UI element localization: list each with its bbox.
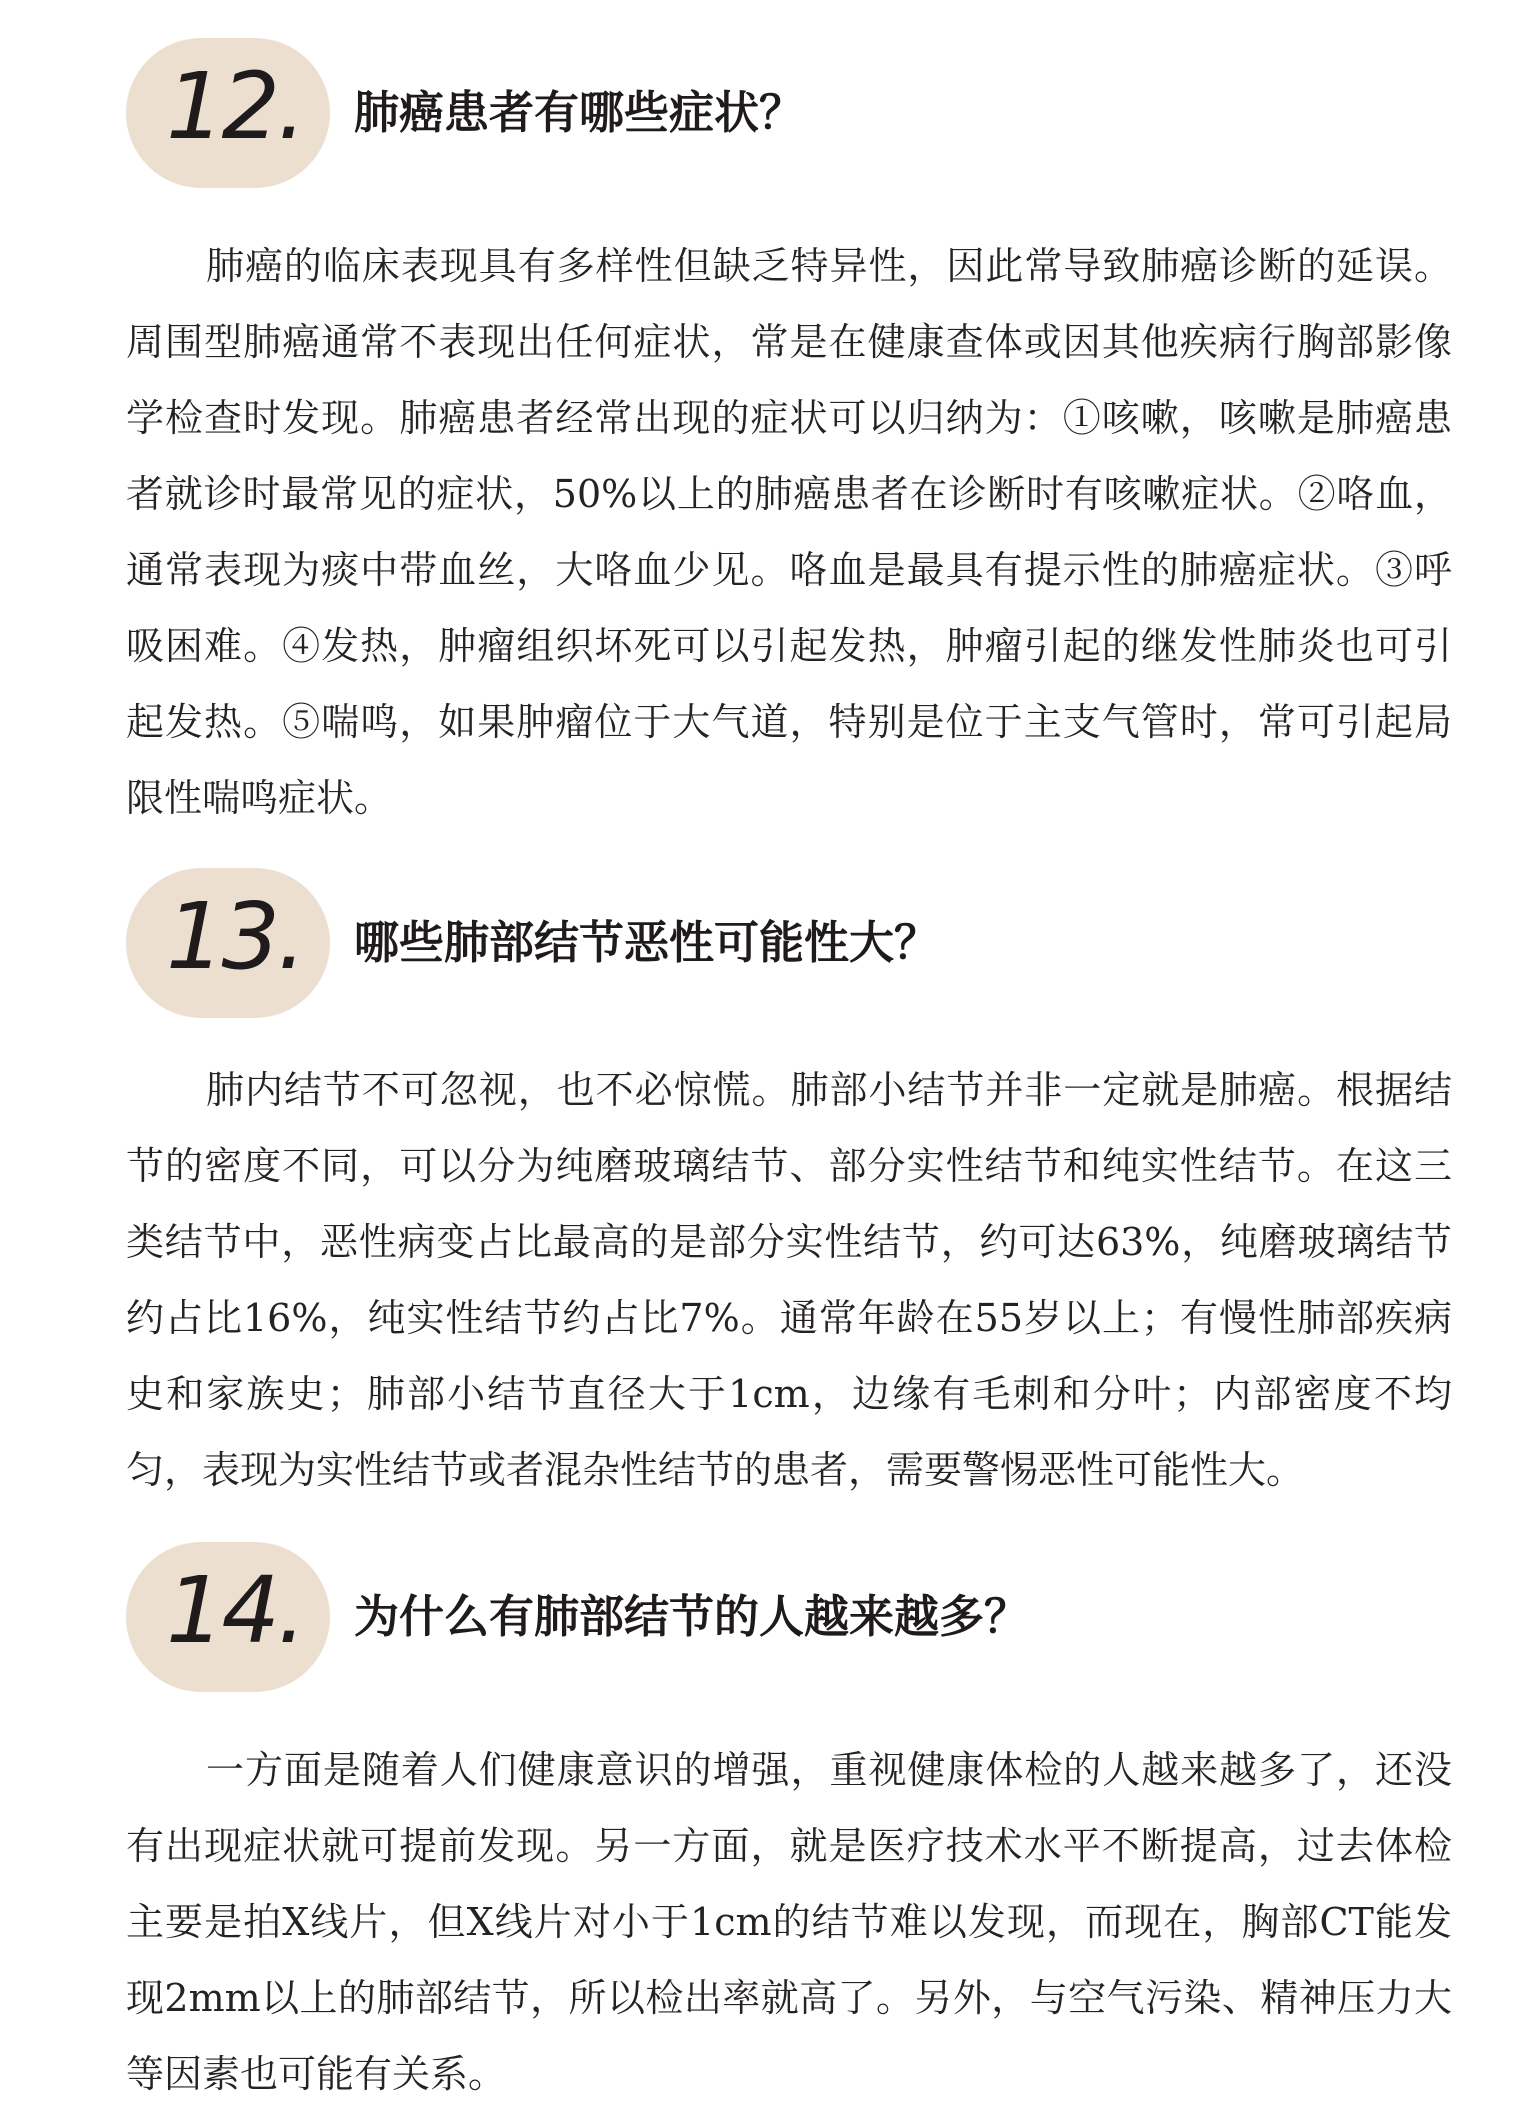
answer-paragraph: 肺癌的临床表现具有多样性但缺乏特异性，因此常导致肺癌诊断的延误。周围型肺癌通常不表现出任何症状，常是在健康查体或因其他疾病行胸部影像学检查时发现。肺癌患者经常出现的症状可以归纳为：①咳嗽，咳嗽是肺癌患者就诊时最常见的症状，50%以上的肺癌患者在诊断时有咳嗽症状。②咯血，通常表现为痰中带血丝，大咯血少见。咯血是最具有提示性的肺癌症状。③呼吸困难。④发热，肿瘤组织坏死可以引起发热，肿瘤引起的继发性肺炎也可引起发热。⑤喘鸣，如果肿瘤位于大气道，特别是位于主支气管时，常可引起局限性喘鸣症状。	[126, 244, 1452, 820]
question-number: 12.	[166, 53, 304, 160]
question-header	[0, 38, 1536, 188]
question-header	[0, 868, 1536, 1018]
qa-section-13	[0, 868, 1536, 1492]
question-header	[0, 1542, 1536, 1692]
question-number: 14.	[166, 1557, 304, 1664]
question-number-badge	[126, 868, 330, 1018]
question-number-badge	[126, 1542, 330, 1692]
qa-section-14	[0, 1542, 1536, 2096]
question-number-badge	[126, 38, 330, 188]
question-title: 肺癌患者有哪些症状？	[354, 86, 805, 139]
question-number: 13.	[166, 883, 304, 990]
question-title: 为什么有肺部结节的人越来越多？	[354, 1590, 1030, 1643]
question-title: 哪些肺部结节恶性可能性大？	[354, 916, 940, 969]
answer-paragraph: 一方面是随着人们健康意识的增强，重视健康体检的人越来越多了，还没有出现症状就可提前发现。另一方面，就是医疗技术水平不断提高，过去体检主要是拍X线片，但X线片对小于1cm的结节难以发现，而现在，胸部CT能发现2mm以上的肺部结节，所以检出率就高了。另外，与空气污染、精神压力大等因素也可能有关系。	[126, 1748, 1452, 2096]
answer-paragraph: 肺内结节不可忽视，也不必惊慌。肺部小结节并非一定就是肺癌。根据结节的密度不同，可以分为纯磨玻璃结节、部分实性结节和纯实性结节。在这三类结节中，恶性病变占比最高的是部分实性结节，约可达63%，纯磨玻璃结节约占比16%，纯实性结节约占比7%。通常年龄在55岁以上；有慢性肺部疾病史和家族史；肺部小结节直径大于1cm，边缘有毛刺和分叶；内部密度不均匀，表现为实性结节或者混杂性结节的患者，需要警惕恶性可能性大。	[126, 1068, 1452, 1492]
qa-section-12	[0, 38, 1536, 820]
